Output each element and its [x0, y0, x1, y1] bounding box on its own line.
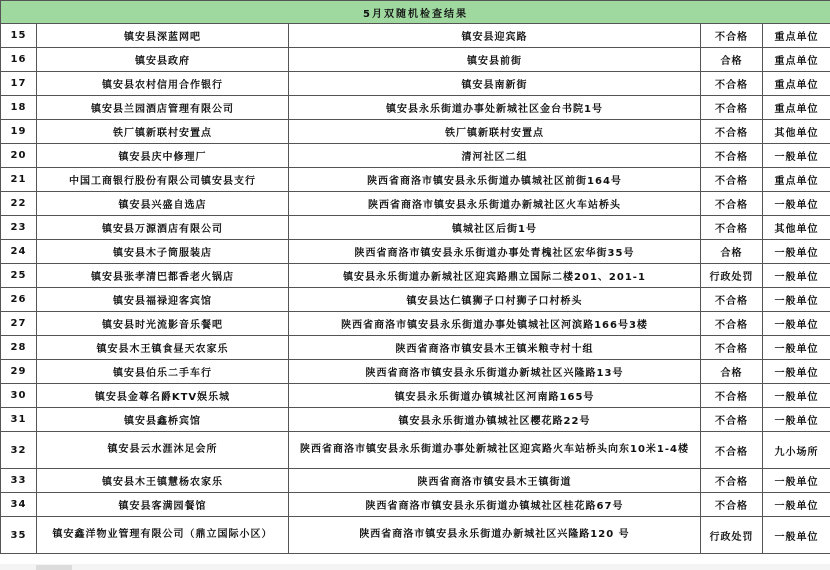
unit-name-cell[interactable]: 铁厂镇新联村安置点	[37, 120, 289, 144]
row-number-cell[interactable]: 21	[1, 168, 37, 192]
address-cell[interactable]: 镇安县前街	[289, 48, 701, 72]
table-row	[1, 384, 830, 408]
row-number-cell[interactable]: 35	[1, 517, 37, 554]
inspection-result-cell[interactable]: 不合格	[701, 168, 763, 192]
table-row	[1, 264, 830, 288]
table-row	[1, 469, 830, 493]
inspection-result-cell[interactable]: 不合格	[701, 288, 763, 312]
table-row	[1, 96, 830, 120]
unit-name-cell[interactable]: 镇安县云水涯沐足会所	[37, 432, 289, 469]
table-row	[1, 312, 830, 336]
inspection-result-cell[interactable]: 不合格	[701, 192, 763, 216]
address-cell[interactable]: 镇安县永乐街道办镇城社区樱花路22号	[289, 408, 701, 432]
table-row	[1, 288, 830, 312]
unit-name-cell[interactable]: 镇安县木王镇食昼天农家乐	[37, 336, 289, 360]
unit-name-cell[interactable]: 镇安县金尊名爵KTV娱乐城	[37, 384, 289, 408]
unit-type-cell[interactable]: 重点单位	[763, 96, 830, 120]
unit-type-cell[interactable]: 一般单位	[763, 360, 830, 384]
row-number-cell[interactable]: 16	[1, 48, 37, 72]
row-number-cell[interactable]: 23	[1, 216, 37, 240]
inspection-result-cell[interactable]: 不合格	[701, 120, 763, 144]
unit-type-cell[interactable]: 重点单位	[763, 24, 830, 48]
table-row	[1, 493, 830, 517]
table-row	[1, 408, 830, 432]
unit-name-cell[interactable]: 镇安县鑫桥宾馆	[37, 408, 289, 432]
unit-name-cell[interactable]: 镇安县兰园酒店管理有限公司	[37, 96, 289, 120]
unit-type-cell[interactable]: 重点单位	[763, 48, 830, 72]
table-row	[1, 24, 830, 48]
unit-type-cell[interactable]: 九小场所	[763, 432, 830, 469]
address-cell[interactable]: 镇安县永乐街道办镇城社区河南路165号	[289, 384, 701, 408]
unit-type-cell[interactable]: 一般单位	[763, 144, 830, 168]
unit-type-cell[interactable]: 其他单位	[763, 216, 830, 240]
address-cell[interactable]: 陕西省商洛市镇安县永乐街道办镇城社区桂花路67号	[289, 493, 701, 517]
unit-type-cell[interactable]: 一般单位	[763, 288, 830, 312]
unit-type-cell[interactable]: 一般单位	[763, 408, 830, 432]
unit-name-cell[interactable]: 镇安县木子筒服装店	[37, 240, 289, 264]
unit-type-cell[interactable]: 其他单位	[763, 120, 830, 144]
address-cell[interactable]: 清河社区二组	[289, 144, 701, 168]
inspection-result-cell[interactable]: 合格	[701, 360, 763, 384]
row-number-cell[interactable]: 27	[1, 312, 37, 336]
address-cell[interactable]: 陕西省商洛市镇安县永乐街道办事处新城社区迎宾路火车站桥头向东10米1-4楼	[289, 432, 701, 469]
inspection-result-cell[interactable]: 不合格	[701, 336, 763, 360]
table-row	[1, 168, 830, 192]
inspection-result-cell[interactable]: 不合格	[701, 312, 763, 336]
inspection-result-cell[interactable]: 不合格	[701, 72, 763, 96]
unit-name-cell[interactable]: 镇安县福禄迎客宾馆	[37, 288, 289, 312]
inspection-result-cell[interactable]: 不合格	[701, 469, 763, 493]
row-number-cell[interactable]: 17	[1, 72, 37, 96]
address-cell[interactable]: 陕西省商洛市镇安县永乐街道办新城社区兴隆路120 号	[289, 517, 701, 554]
inspection-result-cell[interactable]: 不合格	[701, 216, 763, 240]
unit-name-cell[interactable]: 镇安县时光流影音乐餐吧	[37, 312, 289, 336]
address-cell[interactable]: 镇安县永乐街道办事处新城社区金台书院1号	[289, 96, 701, 120]
table-row	[1, 216, 830, 240]
row-number-cell[interactable]: 34	[1, 493, 37, 517]
unit-name-cell[interactable]: 镇安县万源酒店有限公司	[37, 216, 289, 240]
address-cell[interactable]: 陕西省商洛市镇安县木王镇米粮寺村十组	[289, 336, 701, 360]
unit-type-cell[interactable]: 重点单位	[763, 72, 830, 96]
address-cell[interactable]: 镇安县永乐街道办新城社区迎宾路鼎立国际二楼201、201-1	[289, 264, 701, 288]
unit-name-cell[interactable]: 镇安县庆中修理厂	[37, 144, 289, 168]
unit-name-cell[interactable]: 镇安县政府	[37, 48, 289, 72]
unit-name-cell[interactable]: 镇安县兴盛自选店	[37, 192, 289, 216]
row-number-cell[interactable]: 33	[1, 469, 37, 493]
address-cell[interactable]: 陕西省商洛市镇安县永乐街道办新城社区兴隆路13号	[289, 360, 701, 384]
address-cell[interactable]: 陕西省商洛市镇安县永乐街道办新城社区火车站桥头	[289, 192, 701, 216]
unit-name-cell[interactable]: 中国工商银行股份有限公司镇安县支行	[37, 168, 289, 192]
table-row	[1, 360, 830, 384]
unit-type-cell[interactable]: 一般单位	[763, 493, 830, 517]
row-number-cell[interactable]: 30	[1, 384, 37, 408]
row-number-cell[interactable]: 31	[1, 408, 37, 432]
row-number-cell[interactable]: 22	[1, 192, 37, 216]
inspection-result-cell[interactable]: 合格	[701, 240, 763, 264]
table-row	[1, 432, 830, 469]
table-title-cell[interactable]: 5月双随机检查结果	[1, 1, 830, 24]
address-cell[interactable]: 镇安县达仁镇狮子口村狮子口村桥头	[289, 288, 701, 312]
row-number-cell[interactable]: 26	[1, 288, 37, 312]
row-number-cell[interactable]: 28	[1, 336, 37, 360]
inspection-result-cell[interactable]: 不合格	[701, 144, 763, 168]
unit-type-cell[interactable]: 一般单位	[763, 312, 830, 336]
inspection-result-cell[interactable]: 不合格	[701, 96, 763, 120]
inspection-result-cell[interactable]: 不合格	[701, 493, 763, 517]
inspection-result-cell[interactable]: 行政处罚	[701, 264, 763, 288]
row-number-cell[interactable]: 25	[1, 264, 37, 288]
row-number-cell[interactable]: 29	[1, 360, 37, 384]
unit-name-cell[interactable]: 镇安县伯乐二手车行	[37, 360, 289, 384]
unit-type-cell[interactable]: 一般单位	[763, 240, 830, 264]
row-number-cell[interactable]: 24	[1, 240, 37, 264]
unit-name-cell[interactable]: 镇安县农村信用合作银行	[37, 72, 289, 96]
unit-name-cell[interactable]: 镇安县张孝清巴都香老火锅店	[37, 264, 289, 288]
row-number-cell[interactable]: 18	[1, 96, 37, 120]
unit-type-cell[interactable]: 一般单位	[763, 469, 830, 493]
row-number-cell[interactable]: 20	[1, 144, 37, 168]
inspection-result-cell[interactable]: 不合格	[701, 24, 763, 48]
row-number-cell[interactable]: 19	[1, 120, 37, 144]
unit-name-cell[interactable]: 镇安县客满园餐馆	[37, 493, 289, 517]
inspection-result-cell[interactable]: 不合格	[701, 432, 763, 469]
unit-type-cell[interactable]: 一般单位	[763, 264, 830, 288]
address-cell[interactable]: 镇安县南新街	[289, 72, 701, 96]
row-number-cell[interactable]: 15	[1, 24, 37, 48]
unit-type-cell[interactable]: 一般单位	[763, 336, 830, 360]
unit-name-cell[interactable]: 镇安鑫洋物业管理有限公司（鼎立国际小区）	[37, 517, 289, 554]
inspection-result-cell[interactable]: 行政处罚	[701, 517, 763, 554]
table-title-row	[1, 1, 830, 24]
sheet-tab[interactable]	[36, 565, 72, 570]
table-row	[1, 336, 830, 360]
address-cell[interactable]: 镇城社区后街1号	[289, 216, 701, 240]
unit-name-cell[interactable]: 镇安县深蓝网吧	[37, 24, 289, 48]
table-row	[1, 144, 830, 168]
address-cell[interactable]: 铁厂镇新联村安置点	[289, 120, 701, 144]
table-row	[1, 192, 830, 216]
table-row	[1, 517, 830, 554]
table-row	[1, 72, 830, 96]
table-row	[1, 120, 830, 144]
table-row	[1, 240, 830, 264]
unit-name-cell[interactable]: 镇安县木王镇慧杨农家乐	[37, 469, 289, 493]
unit-type-cell[interactable]: 一般单位	[763, 384, 830, 408]
unit-type-cell[interactable]: 一般单位	[763, 517, 830, 554]
table-row	[1, 48, 830, 72]
address-cell[interactable]: 陕西省商洛市镇安县永乐街道办事处青槐社区宏华街35号	[289, 240, 701, 264]
inspection-result-cell[interactable]: 不合格	[701, 384, 763, 408]
address-cell[interactable]: 陕西省商洛市镇安县永乐街道办事处镇城社区河滨路166号3楼	[289, 312, 701, 336]
row-number-cell[interactable]: 32	[1, 432, 37, 469]
unit-type-cell[interactable]: 一般单位	[763, 192, 830, 216]
horizontal-scrollbar-track[interactable]	[0, 564, 830, 570]
address-cell[interactable]: 陕西省商洛市镇安县永乐街道办镇城社区前街164号	[289, 168, 701, 192]
inspection-result-cell[interactable]: 合格	[701, 48, 763, 72]
inspection-result-cell[interactable]: 不合格	[701, 408, 763, 432]
unit-type-cell[interactable]: 重点单位	[763, 168, 830, 192]
address-cell[interactable]: 陕西省商洛市镇安县木王镇街道	[289, 469, 701, 493]
address-cell[interactable]: 镇安县迎宾路	[289, 24, 701, 48]
